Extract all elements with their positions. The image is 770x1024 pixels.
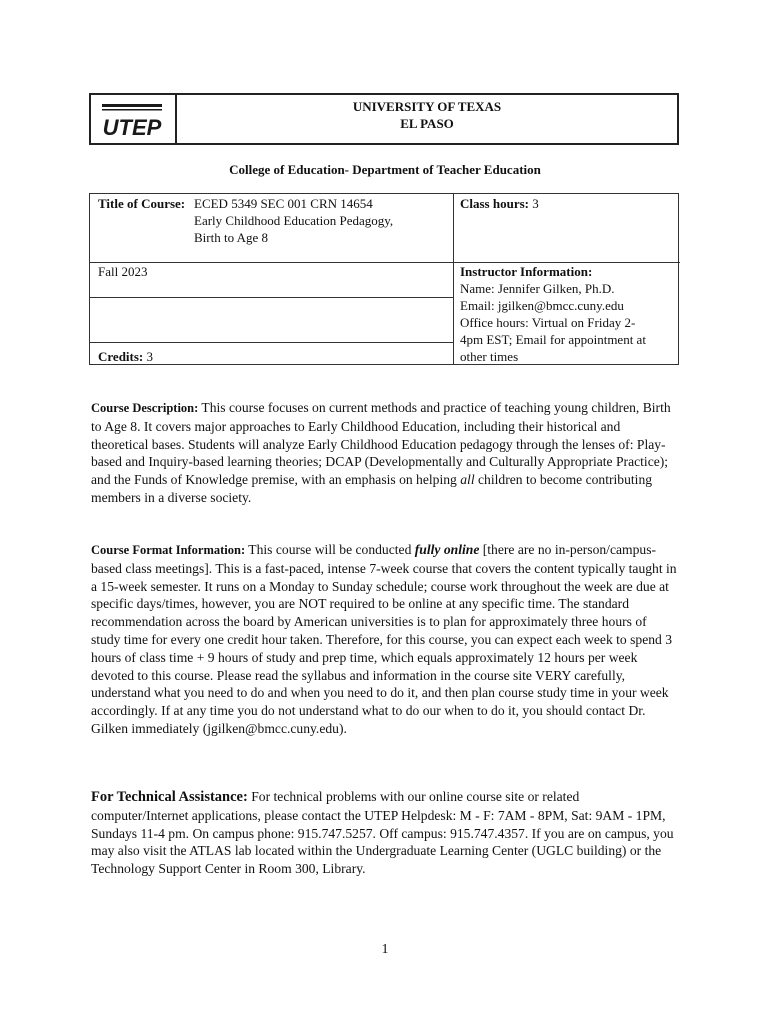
term: Fall 2023 (98, 264, 148, 279)
course-description-heading: Course Description: (91, 401, 199, 415)
course-description-text-a: This course focuses on current methods and practice of teaching young children, Birth to Age 8. It covers major approaches to Early Childhood Education, including their historical and theoretical bases. Students will analyze Early Childhood Education pedagogy through the lenses of: Play-based and Inquiry-based learning theories; DCAP (Developmentally and Culturally Appropriate Practice); and the Funds of Knowledge premise, with an emphasis on helping (91, 400, 671, 488)
class-hours-value: 3 (532, 196, 539, 211)
technical-assistance (91, 788, 677, 878)
table-divider-left-2 (90, 297, 453, 298)
college-department-title: College of Education- Department of Teacher Education (229, 162, 541, 177)
course-format-emphasis: fully online (414, 542, 480, 557)
course-description-text-b: children to become contributing members in a diverse society. (91, 472, 653, 505)
instructor-info-label: Instructor Information: (460, 264, 593, 279)
course-format-heading: Course Format Information: (91, 543, 246, 557)
utep-logo (91, 95, 177, 143)
course-code: ECED 5349 SEC 001 CRN 14654 (194, 196, 373, 211)
credits-cell (98, 348, 153, 365)
instructor-info-cell (460, 263, 678, 365)
university-line-1: UNIVERSITY OF TEXAS (352, 99, 502, 114)
class-hours-cell (460, 195, 539, 212)
logo-text: UTEP (102, 115, 162, 139)
course-title-label: Title of Course: (98, 196, 186, 211)
course-format-text-a: This course will be conducted (245, 542, 415, 557)
course-title-cell (98, 195, 448, 246)
course-description-emphasis: all (460, 472, 475, 488)
page-number: 1 (381, 942, 389, 957)
class-hours-label: Class hours: (460, 196, 529, 211)
university-line-2: EL PASO (400, 116, 454, 131)
technical-assistance-text: For technical problems with our online course site or related computer/Internet applications, please contact the UTEP Helpdesk: M - F: 7AM - 8PM, Sat: 9AM - 1PM, Sundays 11-4 pm. On campus phone: 915.747.5257. Off campus: 915.747.4357. If you are on campus, you may also visit the ATLAS lab located within the Undergraduate Learning Center (UGLC building) or the Technology Support Center in Room 300, Library. (91, 789, 674, 877)
office-hours-line-2: 4pm EST; Email for appointment at (460, 332, 646, 347)
course-description (91, 399, 677, 507)
course-info-table (89, 193, 679, 365)
table-divider-left-3 (90, 342, 453, 343)
course-format-text-b: [there are no in-person/campus-based class meetings]. This is a fast-paced, intense 7-week course that covers the content typically taught in a 15-week semester. It runs on a Monday to Sunday schedule; course work throughout the week are due at specific days/times, however, you are NOT required to be online at any specific time. The standard recommendation across the board by American universities is to plan for approximately three hours of study time for every one credit hour taken. Therefore, for this course, you can expect each week to spend 3 hours of class time + 9 hours of study and prep time, which equals approximately 12 hours per week devoted to this course. Please read the syllabus and information in the course site VERY carefully, understand what you need to do and when you need to do it, and then plan course study time in your week accordingly. If at any time you do not understand what to do our when to do it, you should contact Dr. Gilken immediately (jgilken@bmcc.cuny.edu). (91, 542, 677, 736)
university-header-box (89, 93, 679, 145)
university-name (177, 98, 677, 132)
technical-assistance-heading: For Technical Assistance: (91, 789, 248, 805)
utep-logo-graphic (98, 99, 168, 139)
course-format (91, 541, 677, 738)
instructor-name: Name: Jennifer Gilken, Ph.D. (460, 281, 615, 296)
course-name-line-2: Birth to Age 8 (194, 230, 269, 245)
credits-label: Credits: (98, 349, 144, 364)
course-name-line-1: Early Childhood Education Pedagogy, (194, 213, 394, 228)
instructor-email: Email: jgilken@bmcc.cuny.edu (460, 298, 624, 313)
table-divider-vertical (453, 194, 454, 364)
credits-value: 3 (146, 349, 154, 364)
office-hours-line-3: other times (460, 349, 519, 364)
office-hours-line-1: Office hours: Virtual on Friday 2- (460, 315, 636, 330)
